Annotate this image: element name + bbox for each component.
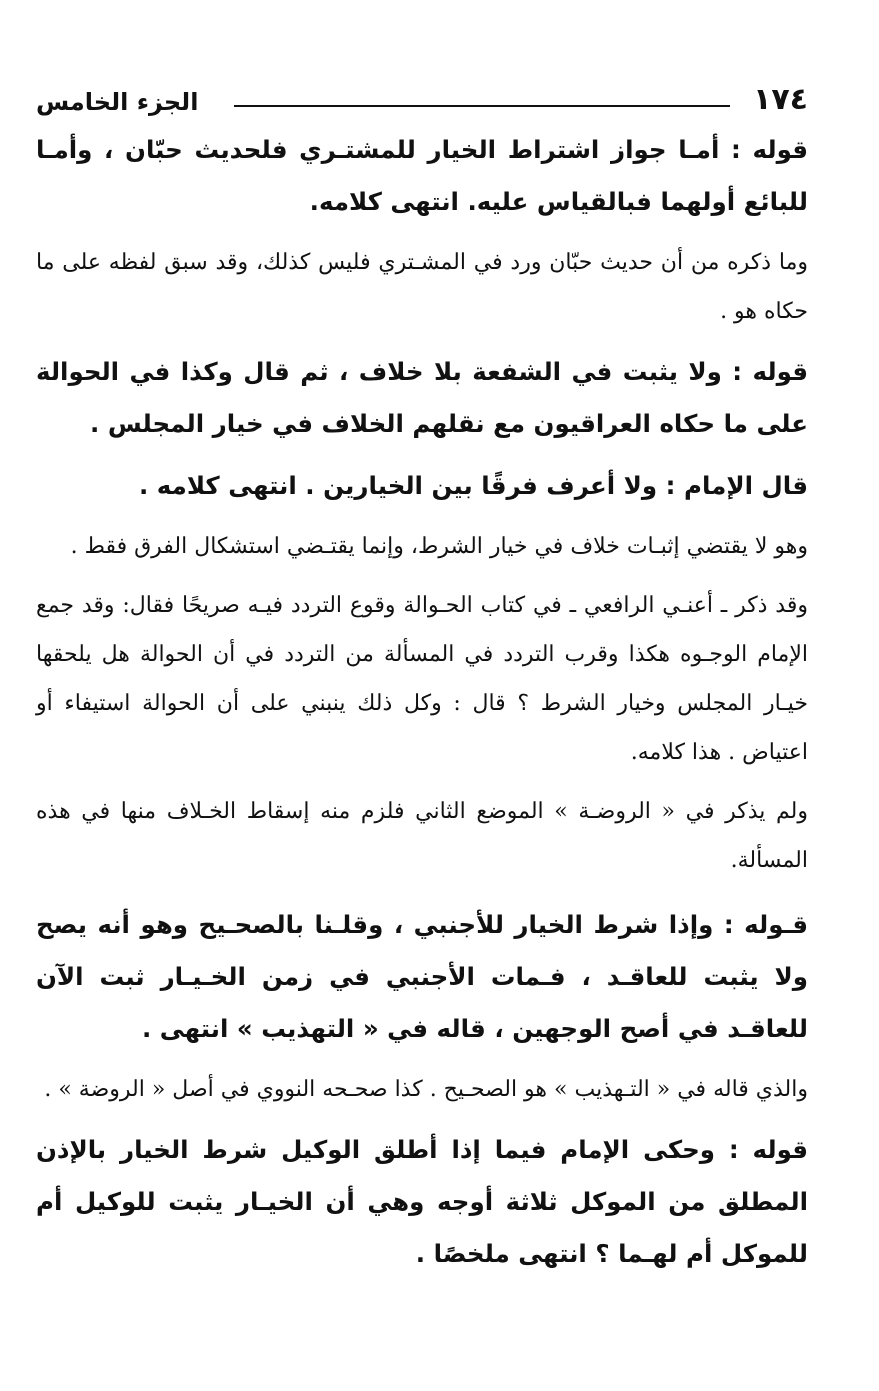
- paragraph-commentary: وما ذكره من أن حديث حبّان ورد في المشـتري فليس كذلك، وقد سبق لفظه على ما حكاه هو .: [36, 250, 808, 324]
- paragraph-quote: قوله : وحكى الإمام فيما إذا أطلق الوكيل شرط الخيار بالإذن المطلق من الموكل ثلاثة أوجه وهي أن الخيـار يثبت للوكيل أم للموكل أم لهـما ؟ انتهى ملخصًا .: [36, 1135, 808, 1268]
- running-title: الجزء الخامس: [36, 88, 199, 116]
- paragraph-commentary: والذي قاله في « التـهذيب » هو الصحـيح . كذا صحـحه النووي في أصل « الروضة » .: [44, 1077, 808, 1102]
- paragraph-quote: قوله : ولا يثبت في الشفعة بلا خلاف ، ثم قال وكذا في الحوالة على ما حكاه العراقيون مع نقلهم الخلاف في خيار المجلس .: [36, 357, 808, 438]
- paragraph-quote: قوله : أمـا جواز اشتراط الخيار للمشتـري فلحديث حبّان ، وأمـا للبائع أولهما فبالقياس عليه. انتهى كلامه.: [36, 135, 808, 216]
- book-page: [36, 78, 808, 1280]
- page-number: ١٧٤: [753, 82, 808, 117]
- paragraph-commentary: وهو لا يقتضي إثبـات خلاف في خيار الشرط، وإنما يقتـضي استشكال الفرق فقط .: [70, 534, 808, 559]
- page-header: [36, 78, 808, 124]
- paragraph-commentary: ولم يذكر في « الروضـة » الموضع الثاني فلزم منه إسقاط الخـلاف منها في هذه المسألة.: [36, 799, 808, 873]
- paragraph-quote: قال الإمام : ولا أعرف فرقًا بين الخيارين . انتهى كلامه .: [138, 471, 808, 500]
- paragraph-quote: قـوله : وإذا شرط الخيار للأجنبي ، وقلـنا بالصحـيح وهو أنه يصح ولا يثبت للعاقـد ، فـمات الأجنبي في زمن الخـيـار ثبت الآن للعاقـد في أصح الوجهين ، قاله في « التهذيب » انتهى .: [36, 910, 808, 1043]
- paragraph-commentary: وقد ذكر ـ أعنـي الرافعي ـ في كتاب الحـوالة وقوع التردد فيـه صريحًا فقال: وقد جمع الإمام الوجـوه هكذا وقرب التردد في المسألة من التردد في أن الحوالة هل يلحقها خيـار المجلس وخيار الشرط ؟ قال : وكل ذلك ينبني على أن الحوالة استيفاء أو اعتياض . هذا كلامه.: [36, 593, 808, 765]
- header-rule: [234, 105, 730, 107]
